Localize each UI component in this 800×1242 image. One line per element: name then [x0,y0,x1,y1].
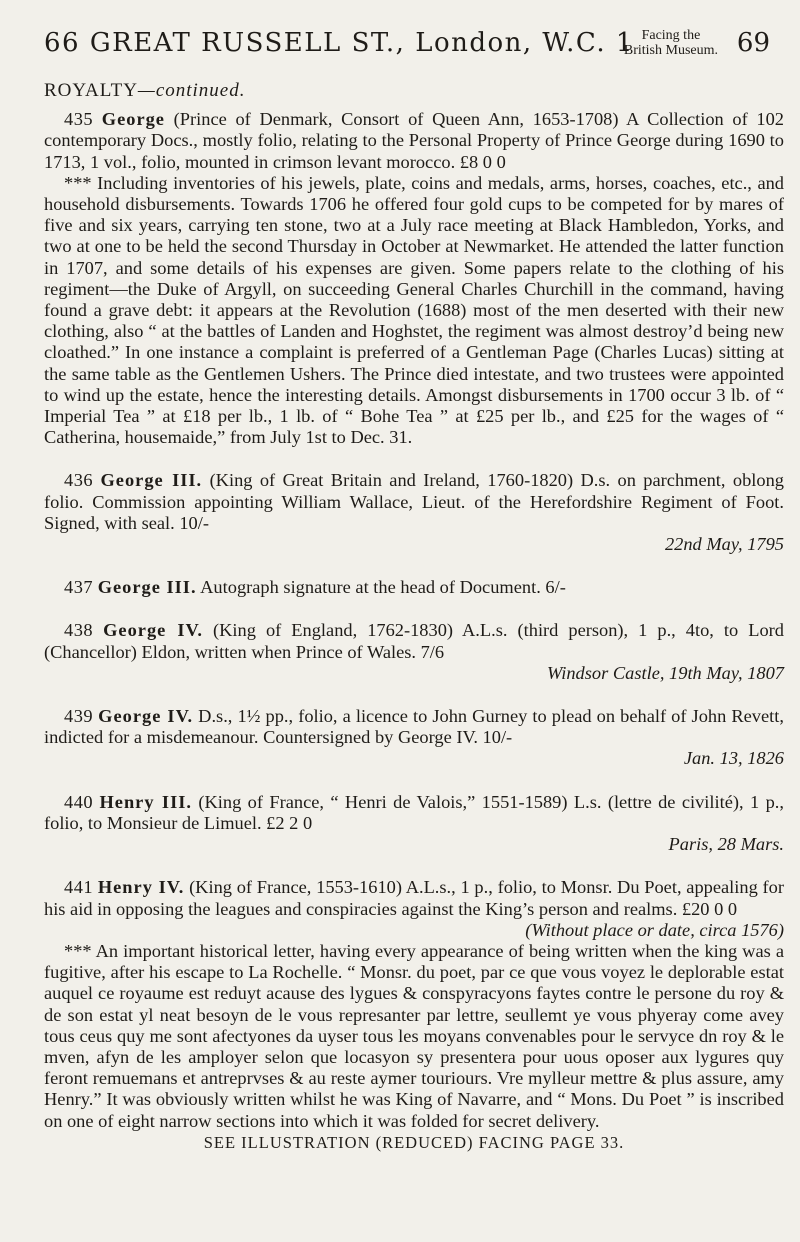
page-number: 69 [736,28,770,58]
lot-name: George IV. [103,620,203,641]
lot-number: 435 [64,109,94,130]
lot-name: George III. [97,577,197,598]
lot-place-date: Windsor Castle, 19th May, 1807 [546,662,784,683]
lot-description: (Prince of Denmark, Consort of Queen Ann, 1653-1708) A Collection of 102 contemporary Docs., mostly folio, relating to the Personal Property of Prince George during 1690 to 1713, 1 vol., folio, mounted in crimson levant morocco. [44,109,784,172]
lot-number: 436 [64,470,94,491]
lot-description: D.s., 1½ pp., folio, a licence to John Gurney to plead on behalf of John Revett, indicted for a misdemeanour. Countersigned by George IV. 10/- [44,706,784,748]
lot-description: (King of France, “ Henri de Valois,” 1551-1589) L.s. (lettre de civilité), 1 p., folio, to Monsieur de Limuel. £2 2 0 [44,791,784,833]
lot-entry [44,109,784,448]
lot-entry [44,577,784,598]
lot-name: George IV. [98,706,194,727]
lot-place-date: 22nd May, 1795 [664,534,784,555]
header-facing-line2: British Museum. [623,43,718,58]
lot-name: Henry IV. [97,877,185,898]
lot-entry [44,792,784,856]
lot-entry [44,877,784,1131]
lot-description: (King of Great Britain and Ireland, 1760-1820) D.s. on parchment, oblong folio. Commission appointing William Wallace, Lieut. of the Herefordshire Regiment of Foot. Signed, with seal. 10/- [44,470,784,533]
header-facing [624,28,718,58]
lot-description: (King of France, 1553-1610) A.L.s., 1 p., folio, to Monsr. Du Poet, appealing for his aid in opposing the leagues and conspiracies against the King’s person and realms. £20 0 0 [44,877,784,919]
lot-number: 439 [64,706,94,727]
lot-entry [44,706,784,770]
lot-place-date: Jan. 13, 1826 [683,748,784,769]
lot-number: 438 [64,620,94,641]
section-title: ROYALTY [44,80,138,101]
lot-number: 440 [64,791,94,812]
lot-entry [44,470,784,555]
lot-number: 437 [64,577,94,598]
illustration-note: SEE ILLUSTRATION (REDUCED) FACING PAGE 33. [203,1132,625,1152]
section-continued: —continued. [137,80,246,101]
lot-place-date: (Without place or date, circa 1576) [525,919,784,940]
lot-name: George [101,109,165,130]
lot-entry [44,620,784,684]
header-facing-line1: Facing the [641,28,701,43]
lot-note: *** An important historical letter, having every appearance of being written when the king was a fugitive, after his escape to La Rochelle. “ Monsr. du poet, par ce que vous voyez le deplorable estat auquel ce royaume est reduyt acause des lygues & conspyracyons faytes contre le persone du roy & de son estat yl neat besoyn de le vous represanter par lettre, seullemt ye vous phyeray come avey tous ceus quy me sont afectyones da uyser tous les moyans convenables pour le servyce dn roy & le mven, afyn de les amployer selon que locasyon sy presentera pour uous oposer aux lygures quy feront remuemans et antreprvses & au reste aymer touriours. Vre mylleur mettre & plus assure, amy Henry.” It was obviously written whilst he was King of Navarre, and “ Mons. Du Poet ” is inscribed on one of eight narrow sections into which it was folded for secret delivery. [44,940,784,1131]
header-number: 66 [44,28,81,58]
header-address: GREAT RUSSELL ST., London, W.C. 1 [89,28,634,58]
section-heading [44,80,784,101]
catalogue-body [44,80,784,1153]
page-header [44,28,770,68]
header-address-line [44,28,634,58]
lot-number: 441 [64,877,94,898]
lot-name: George III. [100,470,203,491]
lot-description: Autograph signature at the head of Document. 6/- [200,577,566,598]
lot-place-date: Paris, 28 Mars. [668,834,784,855]
lot-note: *** Including inventories of his jewels, plate, coins and medals, arms, horses, coaches, etc., and household disbursements. Towards 1706 he offered four gold cups to be competed for by mares of five and six years, carrying ten stone, two at a July race meeting at Black Hambledon, Yorks, and two at one to be held the second Thursday in October at Newmarket. He attended the latter function in 1707, and some details of his expenses are given. Some papers relate to the clothing of his regiment—the Duke of Argyll, on succeeding General Charles Churchill in the command, having found a grave debt: it appears at the Revolution (1688) most of the men deserted with their new clothing, also “ at the battles of Landen and Hoghstet, the regiment was almost destroy’d being new cloathed.” In one instance a complaint is preferred of a Gentleman Page (Charles Lucas) sitting at the same table as the Gentlemen Ushers. The Prince died intestate, and two trustees were appointed to wind up the estate, hence the interesting details. Amongst disbursements in 1700 occur 3 lb. of “ Imperial Tea ” at £18 per lb., 1 lb. of “ Bohe Tea ” at £25 per lb., and £25 for the wages of “ Catherina, housemaide,” from July 1st to Dec. 31. [44,172,784,448]
lot-description: (King of England, 1762-1830) A.L.s. (third person), 1 p., 4to, to Lord (Chancellor) Eldon, written when Prince of Wales. 7/6 [44,620,784,662]
lot-price: £8 0 0 [459,151,506,172]
lot-name: Henry III. [99,791,192,812]
